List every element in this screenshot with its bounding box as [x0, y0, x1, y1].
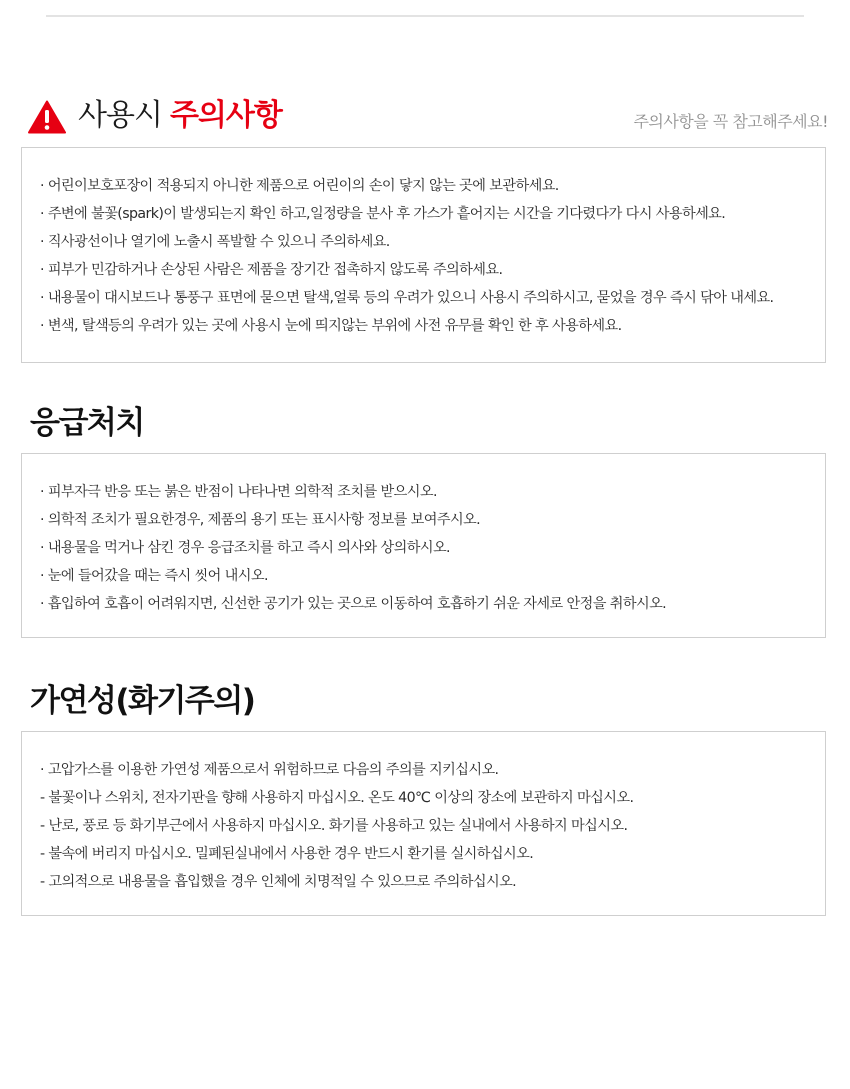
flammable-item: · 고압가스를 이용한 가연성 제품으로서 위험하므로 다음의 주의를 지키십시오. [40, 762, 499, 778]
caution-list [40, 172, 809, 340]
flammable-item: - 고의적으로 내용물을 흡입했을 경우 인체에 치명적일 수 있으므로 주의하십시오. [40, 874, 517, 890]
first-aid-item: · 의학적 조치가 필요한경우, 제품의 용기 또는 표시사항 정보를 보여주시오. [40, 512, 481, 528]
caution-item: · 변색, 탈색등의 우려가 있는 곳에 사용시 눈에 띄지않는 부위에 사전 유무를 확인 한 후 사용하세요. [40, 318, 622, 334]
caution-box [21, 147, 826, 363]
caution-item: · 어린이보호포장이 적용되지 아니한 제품으로 어린이의 손이 닿지 않는 곳에 보관하세요. [40, 178, 559, 194]
caution-item: · 주변에 불꽃(spark)이 발생되는지 확인 하고,일정량을 분사 후 가스가 흩어지는 시간을 기다렸다가 다시 사용하세요. [40, 206, 726, 222]
first-aid-title: 응급처치 [30, 405, 144, 441]
warning-triangle-icon [28, 100, 66, 134]
first-aid-list [40, 478, 809, 618]
flammable-item: - 불꽃이나 스위치, 전자기판을 향해 사용하지 마십시오. 온도 40℃ 이상의 장소에 보관하지 마십시오. [40, 790, 634, 806]
caution-item: · 피부가 민감하거나 손상된 사람은 제품을 장기간 접촉하지 않도록 주의하세요. [40, 262, 503, 278]
first-aid-box [21, 453, 826, 638]
caution-title-accent: 주의사항 [169, 98, 282, 133]
flammable-title: 가연성(화기주의) [30, 683, 255, 719]
caution-header [28, 98, 828, 134]
caution-item: · 직사광선이나 열기에 노출시 폭발할 수 있으니 주의하세요. [40, 234, 390, 250]
first-aid-item: · 내용물을 먹거나 삼킨 경우 응급조치를 하고 즉시 의사와 상의하시오. [40, 540, 450, 556]
top-divider [46, 15, 804, 17]
caution-item: · 내용물이 대시보드나 통풍구 표면에 묻으면 탈색,얼룩 등의 우려가 있으니 사용시 주의하시고, 묻었을 경우 즉시 닦아 내세요. [40, 290, 774, 306]
flammable-item: - 난로, 풍로 등 화기부근에서 사용하지 마십시오. 화기를 사용하고 있는 실내에서 사용하지 마십시오. [40, 818, 628, 834]
first-aid-item: · 눈에 들어갔을 때는 즉시 씻어 내시오. [40, 568, 268, 584]
first-aid-item: · 피부자극 반응 또는 붉은 반점이 나타나면 의학적 조치를 받으시오. [40, 484, 437, 500]
first-aid-item: · 흡입하여 호흡이 어려워지면, 신선한 공기가 있는 곳으로 이동하여 호흡하기 쉬운 자세로 안정을 취하시오. [40, 596, 667, 612]
caution-title-plain: 사용시 [78, 98, 162, 133]
flammable-box [21, 731, 826, 916]
flammable-item: - 불속에 버리지 마십시오. 밀폐된실내에서 사용한 경우 반드시 환기를 실시하십시오. [40, 846, 534, 862]
caution-note: 주의사항을 꼭 참고해주세요! [633, 112, 828, 131]
flammable-list [40, 756, 809, 896]
